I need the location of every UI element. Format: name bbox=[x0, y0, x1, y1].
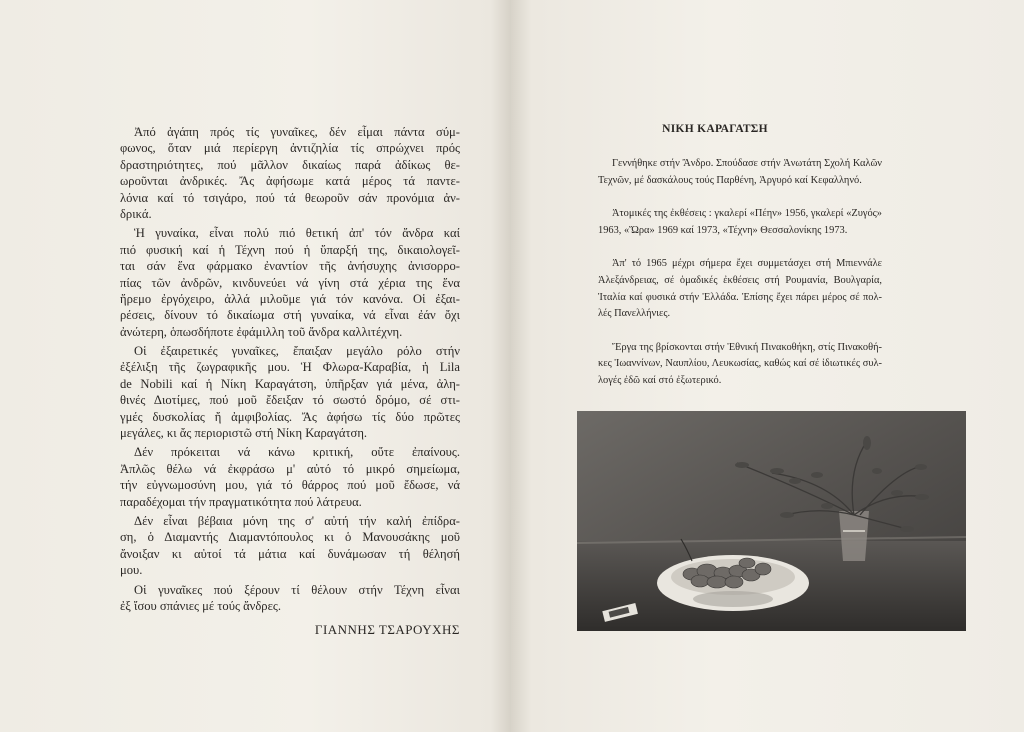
text-line: μου. bbox=[120, 563, 143, 578]
text-line: πιό φυσική καί ἡ Τέχνη πού ἡ ὕπαρξή της, δικαιολογεῖ- bbox=[120, 242, 460, 257]
text-line: 1963, «Ὥρα» 1969 καί 1973, «Τέχνη» Θεσσαλονίκης 1973. bbox=[598, 224, 848, 236]
text-line: παραδέχομαι τήν πραγματικότητα πού λάτρευα. bbox=[120, 494, 362, 509]
text-line: Δέν πρόκειται νά κάνω κριτική, οὔτε ἐπαίνους. bbox=[134, 445, 460, 460]
text-line: Γεννήθηκε στήν Ἄνδρο. Σπούδασε στήν Ἀνωτάτη Σχολή Καλῶν bbox=[612, 158, 882, 169]
text-line: λογές ἐδῶ καί στό ἐξωτερικό. bbox=[598, 374, 722, 386]
text-line: κες Ἰωαννίνων, Ναυπλίου, Λευκωσίας, καθώς καί σέ ἰδιωτικές συλ- bbox=[598, 358, 882, 370]
text-line: Οἱ ἐξαιρετικές γυναῖκες, ἔπαιξαν μεγάλο ρόλο στήν bbox=[134, 344, 460, 359]
text-line: Τεχνῶν, μέ δασκάλους τούς Παρθένη, Ἀργυρό καί Κεφαλληνό. bbox=[598, 174, 862, 186]
essay-text bbox=[120, 124, 460, 614]
biography-text bbox=[598, 156, 882, 390]
text-line: γμές δυσκολίας ἤ ἀμφιβολίας. Ἄς ἀφήσω τίς δύο πρῶτες bbox=[120, 409, 460, 424]
text-line: ἀνώτερη, ὁπωσδήποτε ἐφάμιλλη τοῦ ἄνδρα καλλιτέχνη. bbox=[120, 324, 403, 339]
text-line: de Nobili καί ἡ Νίκη Καραγάτση, ὑπῆρξαν γιά μένα, ἀλη- bbox=[120, 376, 460, 391]
text-line: φωνος, ὅταν μιά περίεργη ἀντιζηλία τίς σπρώχνει πρός bbox=[120, 141, 460, 156]
text-line: ρέσεις, δίνουν τό δικαίωμα στή γυναίκα, νά εἶναι ἐάν ὄχι bbox=[120, 308, 460, 323]
text-line: ἐξέλιξη τῆς ζωγραφικῆς μου. Ἡ Φλωρα-Καραβία, ἡ Lila bbox=[120, 360, 460, 375]
text-line: λές Πανελλήνιες. bbox=[598, 308, 671, 320]
text-line: λόνια καί τό τσιγάρο, πού τά θεωροῦν σάν προνόμια ἀν- bbox=[120, 190, 460, 205]
text-line: ται σάν ἕνα φάρμακο ἐναντίον τῆς ἀνήσυχης ἀνισορρο- bbox=[120, 259, 460, 274]
artist-title: ΝΙΚΗ ΚΑΡΑΓΑΤΣΗ bbox=[662, 123, 768, 135]
text-line: ωροῦνται ἀνδρικές. Ἄς ἀφήσωμε κατά μέρος τά παντε- bbox=[120, 174, 460, 189]
text-line: Ἀπό ἀγάπη πρός τίς γυναῖκες, δέν εἶμαι πάντα σύμ- bbox=[134, 125, 460, 139]
text-line: πίας τῶν ἀνδρῶν, κινδυνεύει νά γίνη στά χέρια της ἕνα bbox=[120, 275, 460, 290]
text-line: δρικά. bbox=[120, 206, 152, 221]
still-life-painting bbox=[577, 411, 966, 631]
signature: ΓΙΑΝΝΗΣ ΤΣΑΡΟΥΧΗΣ bbox=[314, 622, 460, 637]
text-line: ἥρεμο ἐργόχειρο, ἀλλά μιλοῦμε γιά τόν κανόνα. Οἱ ἐξαι- bbox=[120, 291, 460, 306]
text-line: Ἀπλῶς θέλω νά ἐκφράσω μ' αὐτό τό μικρό σημείωμα, bbox=[120, 461, 460, 476]
text-line: Δέν εἶναι βέβαια μόνη της σ' αὐτή τήν καλή ἐπίδρα- bbox=[134, 513, 460, 528]
text-line: Οἱ γυναῖκες πού ξέρουν τί θέλουν στήν Τέχνη εἶναι bbox=[134, 582, 460, 597]
text-line: δραστηριότητες, πού μᾶλλον δικαίως παρά ἀδίκως θε- bbox=[120, 157, 460, 172]
text-line: μεγάλες, κι ἄς περιοριστῶ στή Νίκη Καραγάτση. bbox=[120, 426, 368, 441]
text-line: Ἡ γυναίκα, εἶναι πολύ πιό θετική ἀπ' τόν ἄνδρα καί bbox=[134, 226, 460, 241]
text-line: Ἰταλία καί φυσικά στήν Ἑλλάδα. Ἐπίσης ἔχει πάρει μέρος σέ πολ- bbox=[598, 291, 882, 303]
text-line: Ἔργα της βρίσκονται στήν Ἐθνική Πινακοθήκη, στίς Πινακοθή- bbox=[612, 341, 882, 353]
text-line: Ἀτομικές της ἐκθέσεις : γκαλερί «Πέην» 1956, γκαλερί «Ζυγός» bbox=[612, 208, 882, 220]
text-line: θινές Διοτίμες, πού μοῦ ἔδειξαν τό σωστό δρόμο, σέ στι- bbox=[120, 393, 460, 408]
text-line: Ἀλεξάνδρειας, σέ ὁμαδικές ἐκθέσεις στή Ρουμανία, Βουλγαρία, bbox=[598, 274, 882, 286]
left-page bbox=[0, 0, 511, 732]
painting-glass bbox=[839, 511, 869, 561]
text-line: ἐξ ἴσου σπάνιες μέ τούς ἄνδρες. bbox=[120, 598, 282, 613]
text-line: ση, ὁ Διαμαντής Διαμαντόπουλος κι ὁ Μανουσάκης μοῦ bbox=[120, 530, 460, 545]
text-line: Ἀπ' τό 1965 μέχρι σήμερα ἔχει συμμετάσχει στή Μπιεννάλε bbox=[612, 258, 882, 270]
text-line: τήν εὐγνωμοσύνη μου, γιά τό θάρρος πού μοῦ ἔδωσε, νά bbox=[120, 478, 460, 493]
text-line: ἄνοιξαν κι αὐτοί τά μάτια καί δυνάμωσαν τή θέλησή bbox=[120, 546, 460, 561]
